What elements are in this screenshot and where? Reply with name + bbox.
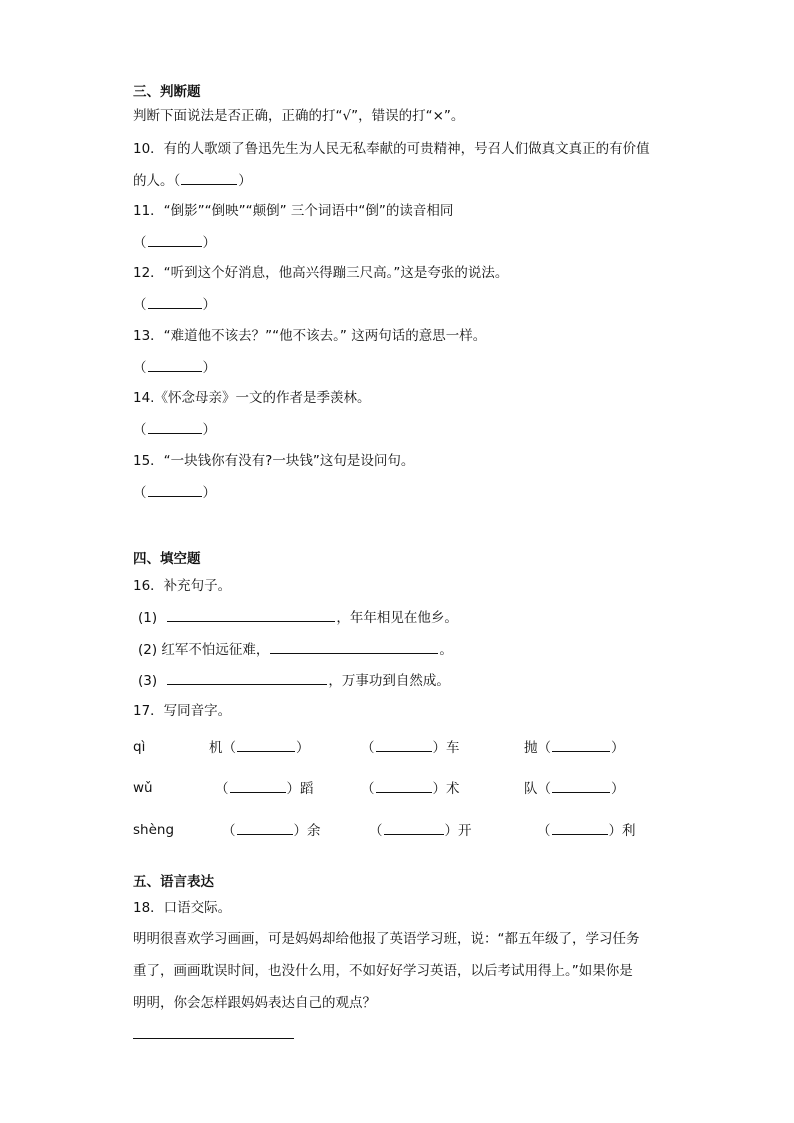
homophone-item [537,820,636,841]
answer-blank-10[interactable] [181,170,237,185]
answer-line-18[interactable] [133,1038,294,1039]
item-prefix: （ [215,781,229,797]
pinyin-label: qì [133,739,146,755]
question-16-2 [138,639,453,660]
paren-close: ） [238,173,252,189]
answer-blank-17[interactable] [237,737,295,752]
item-prefix: （ [537,823,551,839]
answer-blank-11[interactable] [148,232,202,247]
question-16-2-text: 红军不怕远征难， [161,642,270,658]
homophone-item [361,737,460,758]
paren-open: （ [133,485,147,501]
homophone-item [524,737,625,758]
item-prefix: 机（ [209,740,236,756]
pinyin-label: wǔ [133,780,153,796]
item-suffix: ）开 [444,823,472,839]
answer-blank-16-2[interactable] [270,639,438,654]
paren-close: ） [202,297,216,313]
section3-instruction: 判断下面说法是否正确，正确的打“√”，错误的打“×”。 [133,108,465,124]
paren-open: （ [133,297,147,313]
item-suffix: ）蹈 [286,781,314,797]
answer-blank-15[interactable] [148,482,202,497]
question-11: 11．“倒影”“倒映”“颠倒” 三个词语中“倒”的读音相同 [133,203,454,219]
homophone-item [209,737,310,758]
answer-blank-16-3[interactable] [167,670,327,685]
answer-line-12 [133,294,216,315]
answer-blank-17[interactable] [552,820,608,835]
question-14: 14.《怀念母亲》一文的作者是季羡林。 [133,390,371,406]
item-prefix: （ [369,823,383,839]
question-18: 18．口语交际。 [133,900,232,916]
paren-open: （ [133,422,147,438]
question-10-line2 [133,170,252,191]
question-16-1-text: ，年年相见在他乡。 [336,610,458,626]
answer-blank-17[interactable] [384,820,444,835]
answer-blank-17[interactable] [552,737,610,752]
paren-close: ） [202,235,216,251]
item-number: (1) [138,610,158,626]
item-suffix: ）利 [608,823,636,839]
paren-open: （ [133,360,147,376]
question-16-1 [138,607,458,628]
answer-blank-14[interactable] [148,419,202,434]
item-prefix: 抛（ [524,740,551,756]
item-number: (2) [138,642,158,658]
question-13: 13．“难道他不该去？”“他不该去。” 这两句话的意思一样。 [133,328,487,344]
section5-heading: 五、语言表达 [133,874,214,890]
section4-heading: 四、填空题 [133,551,201,567]
answer-blank-16-1[interactable] [167,607,335,622]
answer-blank-13[interactable] [148,357,202,372]
question-18-para-line2: 重了，画画耽误时间，也没什么用，不如好好学习英语，以后考试用得上。”如果你是 [133,963,633,979]
answer-blank-17[interactable] [237,820,293,835]
item-prefix: （ [222,823,236,839]
item-suffix: ） [611,781,625,797]
question-16: 16．补充句子。 [133,578,232,594]
answer-blank-12[interactable] [148,294,202,309]
answer-line-11 [133,232,216,253]
answer-blank-17[interactable] [552,778,610,793]
paren-close: ） [202,360,216,376]
item-prefix: （ [361,740,375,756]
item-number: (3) [138,673,158,689]
question-18-para-line1: 明明很喜欢学习画画，可是妈妈却给他报了英语学习班，说：“都五年级了，学习任务 [133,931,640,947]
homophone-item [215,778,314,799]
paren-close: ） [202,422,216,438]
item-prefix: （ [361,781,375,797]
item-suffix: ） [296,740,310,756]
item-prefix: 队（ [524,781,551,797]
homophone-item [361,778,460,799]
question-17: 17．写同音字。 [133,703,232,719]
item-suffix: ）术 [432,781,460,797]
question-10-line1: 10．有的人歌颂了鲁迅先生为人民无私奉献的可贵精神，号召人们做真文真正的有价值 [133,141,650,157]
homophone-item [222,820,321,841]
question-12: 12．“听到这个好消息，他高兴得蹦三尺高。”这是夸张的说法。 [133,265,509,281]
answer-line-15 [133,482,216,503]
question-16-3 [138,670,450,691]
question-16-2-end: 。 [439,642,453,658]
paren-open: （ [133,235,147,251]
item-suffix: ） [611,740,625,756]
paren-close: ） [202,485,216,501]
answer-line-13 [133,357,216,378]
item-suffix: ）车 [432,740,460,756]
answer-blank-17[interactable] [376,778,432,793]
pinyin-label: shèng [133,822,175,838]
section3-heading: 三、判断题 [133,84,201,100]
item-suffix: ）余 [293,823,321,839]
question-16-3-text: ，万事功到自然成。 [328,673,450,689]
homophone-item [369,820,472,841]
question-15: 15．“一块钱你有没有?一块钱”这句是设问句。 [133,453,415,469]
question-18-para-line3: 明明，你会怎样跟妈妈表达自己的观点？ [133,995,376,1011]
answer-line-14 [133,419,216,440]
answer-blank-17[interactable] [230,778,286,793]
question-10-text: 的人。（ [133,173,181,189]
homophone-item [524,778,625,799]
answer-blank-17[interactable] [376,737,432,752]
